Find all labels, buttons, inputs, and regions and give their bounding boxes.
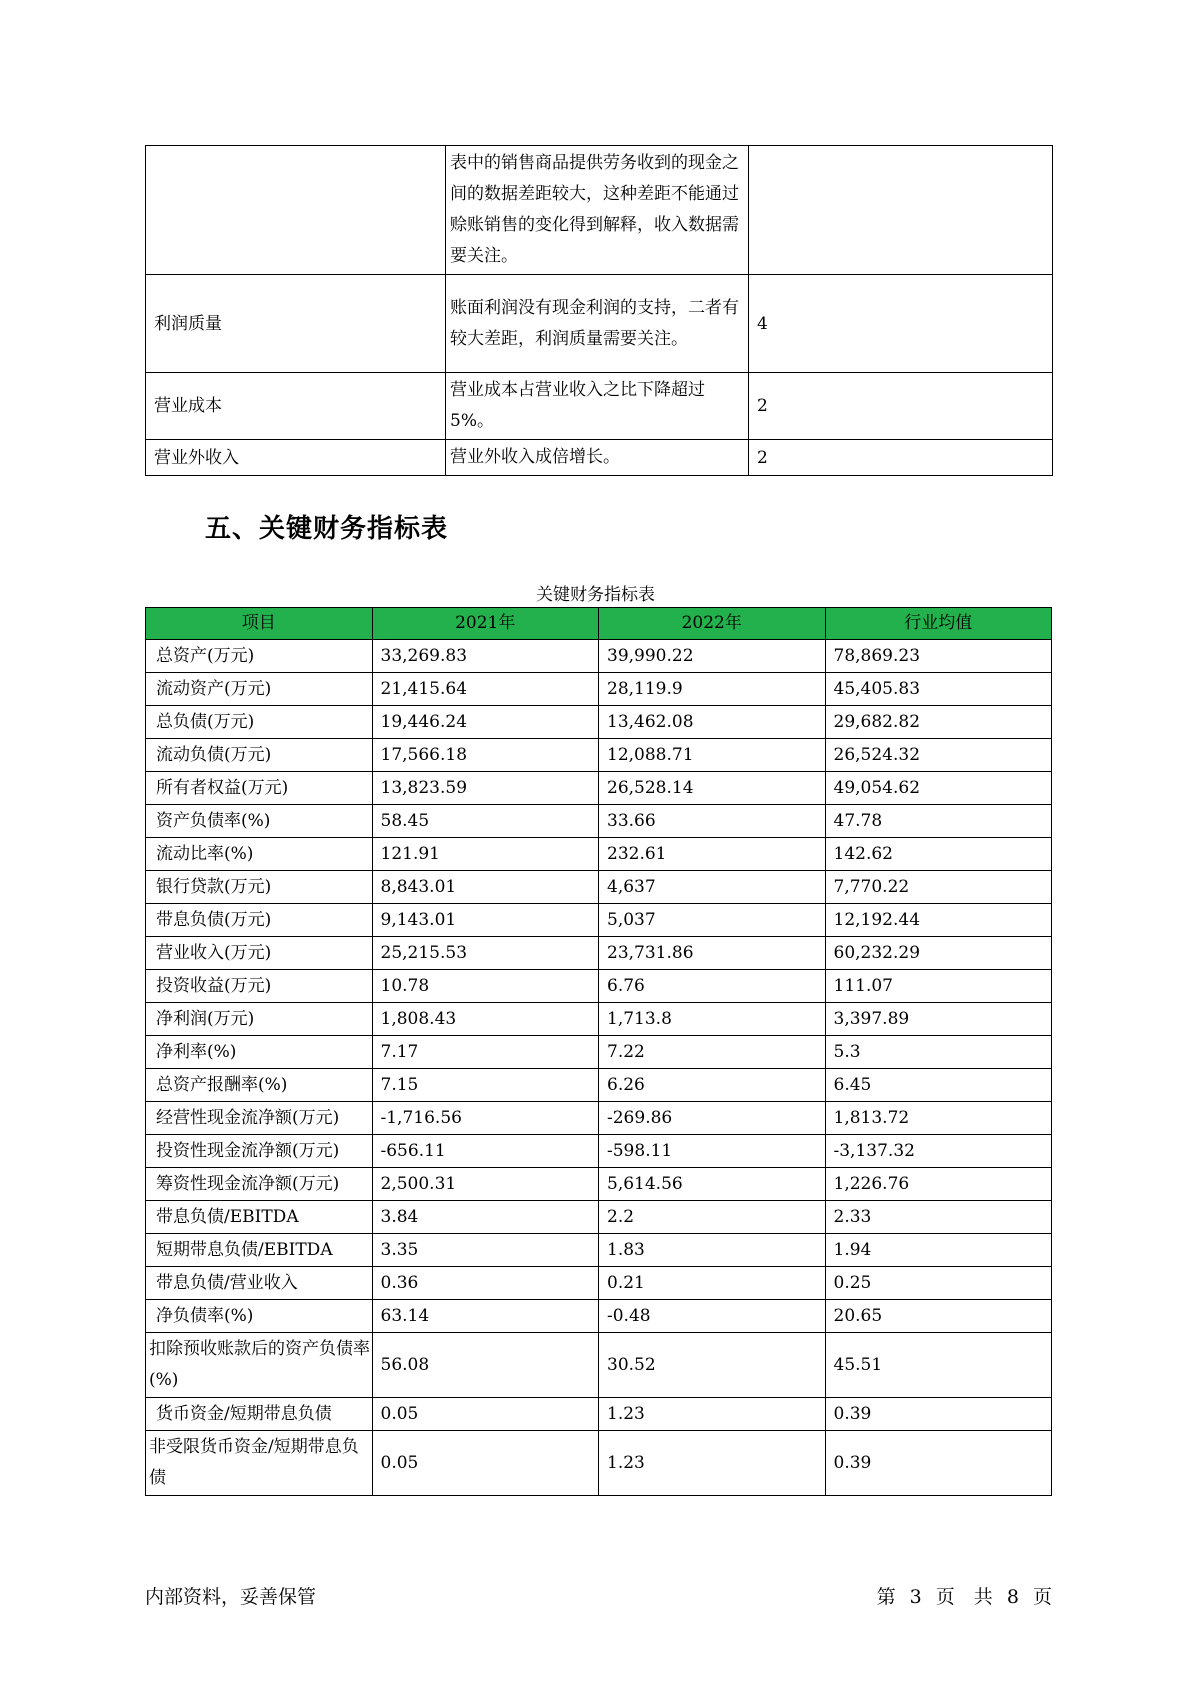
table-row bbox=[146, 1003, 1052, 1036]
table-row bbox=[146, 275, 1053, 373]
table-row bbox=[146, 1398, 1052, 1431]
value-2022: -598.11 bbox=[599, 1135, 826, 1168]
value-industry-avg: 111.07 bbox=[825, 970, 1052, 1003]
table-row bbox=[146, 1234, 1052, 1267]
table-row bbox=[146, 1201, 1052, 1234]
indicator-label: 银行贷款(万元) bbox=[146, 871, 373, 904]
value-industry-avg: 0.39 bbox=[825, 1398, 1052, 1431]
value-industry-avg: 5.3 bbox=[825, 1036, 1052, 1069]
indicator-label: 非受限货币资金/短期带息负债 bbox=[146, 1431, 373, 1496]
risk-score: 4 bbox=[749, 275, 1053, 373]
value-2022: 26,528.14 bbox=[599, 772, 826, 805]
indicator-label: 资产负债率(%) bbox=[146, 805, 373, 838]
value-2021: 21,415.64 bbox=[372, 673, 599, 706]
value-2021: 19,446.24 bbox=[372, 706, 599, 739]
table-row bbox=[146, 970, 1052, 1003]
risk-item: 营业成本 bbox=[146, 373, 446, 440]
value-2022: 1.23 bbox=[599, 1398, 826, 1431]
value-2022: 2.2 bbox=[599, 1201, 826, 1234]
value-2021: 0.05 bbox=[372, 1431, 599, 1496]
table-row bbox=[146, 805, 1052, 838]
value-industry-avg: 142.62 bbox=[825, 838, 1052, 871]
risk-table bbox=[145, 145, 1053, 476]
value-industry-avg: 47.78 bbox=[825, 805, 1052, 838]
table-row bbox=[146, 937, 1052, 970]
risk-description: 营业外收入成倍增长。 bbox=[446, 440, 749, 476]
table-row bbox=[146, 772, 1052, 805]
value-industry-avg: 6.45 bbox=[825, 1069, 1052, 1102]
value-2021: 0.05 bbox=[372, 1398, 599, 1431]
indicator-label: 总资产(万元) bbox=[146, 640, 373, 673]
indicator-label: 净利率(%) bbox=[146, 1036, 373, 1069]
value-2021: 58.45 bbox=[372, 805, 599, 838]
indicator-label: 带息负债(万元) bbox=[146, 904, 373, 937]
indicator-label: 净负债率(%) bbox=[146, 1300, 373, 1333]
risk-score: 2 bbox=[749, 373, 1053, 440]
value-industry-avg: 45.51 bbox=[825, 1333, 1052, 1398]
table-row bbox=[146, 1168, 1052, 1201]
total-pages: 8 bbox=[1006, 1586, 1019, 1608]
column-header-item: 项目 bbox=[146, 608, 373, 640]
page-mid: 页 共 bbox=[935, 1586, 993, 1608]
value-2022: 23,731.86 bbox=[599, 937, 826, 970]
table-row bbox=[146, 904, 1052, 937]
value-2021: -1,716.56 bbox=[372, 1102, 599, 1135]
indicator-label: 净利润(万元) bbox=[146, 1003, 373, 1036]
value-2021: 2,500.31 bbox=[372, 1168, 599, 1201]
page-number: 3 bbox=[909, 1586, 922, 1608]
value-2021: -656.11 bbox=[372, 1135, 599, 1168]
value-2022: 33.66 bbox=[599, 805, 826, 838]
indicator-label: 流动负债(万元) bbox=[146, 739, 373, 772]
value-industry-avg: 1.94 bbox=[825, 1234, 1052, 1267]
value-2022: 232.61 bbox=[599, 838, 826, 871]
value-2022: 6.76 bbox=[599, 970, 826, 1003]
page-suffix: 页 bbox=[1032, 1586, 1052, 1608]
value-2022: 39,990.22 bbox=[599, 640, 826, 673]
indicator-table-body bbox=[146, 640, 1052, 1496]
value-industry-avg: 2.33 bbox=[825, 1201, 1052, 1234]
indicator-label: 总资产报酬率(%) bbox=[146, 1069, 373, 1102]
risk-item: 营业外收入 bbox=[146, 440, 446, 476]
value-industry-avg: 1,813.72 bbox=[825, 1102, 1052, 1135]
indicator-label: 带息负债/EBITDA bbox=[146, 1201, 373, 1234]
value-2021: 8,843.01 bbox=[372, 871, 599, 904]
value-2021: 13,823.59 bbox=[372, 772, 599, 805]
value-2022: 1.83 bbox=[599, 1234, 826, 1267]
indicator-label: 带息负债/营业收入 bbox=[146, 1267, 373, 1300]
risk-item bbox=[146, 146, 446, 275]
value-2022: 12,088.71 bbox=[599, 739, 826, 772]
column-header-2022: 2022年 bbox=[599, 608, 826, 640]
page-prefix: 第 bbox=[876, 1586, 896, 1608]
value-2022: 4,637 bbox=[599, 871, 826, 904]
value-2021: 9,143.01 bbox=[372, 904, 599, 937]
value-2021: 63.14 bbox=[372, 1300, 599, 1333]
value-industry-avg: 0.25 bbox=[825, 1267, 1052, 1300]
table-row bbox=[146, 146, 1053, 275]
indicator-label: 投资性现金流净额(万元) bbox=[146, 1135, 373, 1168]
indicator-label: 总负债(万元) bbox=[146, 706, 373, 739]
indicator-label: 货币资金/短期带息负债 bbox=[146, 1398, 373, 1431]
value-2021: 25,215.53 bbox=[372, 937, 599, 970]
risk-score: 2 bbox=[749, 440, 1053, 476]
value-industry-avg: 60,232.29 bbox=[825, 937, 1052, 970]
risk-description: 营业成本占营业收入之比下降超过5%。 bbox=[446, 373, 749, 440]
risk-description: 表中的销售商品提供劳务收到的现金之间的数据差距较大，这种差距不能通过赊账销售的变化得到解释，收入数据需要关注。 bbox=[446, 146, 749, 275]
footer-confidential-note: 内部资料，妥善保管 bbox=[145, 1586, 317, 1608]
value-2022: -269.86 bbox=[599, 1102, 826, 1135]
value-industry-avg: 7,770.22 bbox=[825, 871, 1052, 904]
table-row bbox=[146, 1036, 1052, 1069]
value-2021: 7.17 bbox=[372, 1036, 599, 1069]
value-2021: 17,566.18 bbox=[372, 739, 599, 772]
value-industry-avg: 12,192.44 bbox=[825, 904, 1052, 937]
value-2021: 56.08 bbox=[372, 1333, 599, 1398]
table-row bbox=[146, 1102, 1052, 1135]
value-2022: 7.22 bbox=[599, 1036, 826, 1069]
financial-indicator-table bbox=[145, 607, 1052, 1496]
value-industry-avg: 29,682.82 bbox=[825, 706, 1052, 739]
risk-item: 利润质量 bbox=[146, 275, 446, 373]
table-row bbox=[146, 673, 1052, 706]
value-industry-avg: 78,869.23 bbox=[825, 640, 1052, 673]
value-2022: 28,119.9 bbox=[599, 673, 826, 706]
value-2022: 1.23 bbox=[599, 1431, 826, 1496]
table-row bbox=[146, 739, 1052, 772]
value-industry-avg: 0.39 bbox=[825, 1431, 1052, 1496]
table-row bbox=[146, 1135, 1052, 1168]
value-industry-avg: 26,524.32 bbox=[825, 739, 1052, 772]
value-industry-avg: 20.65 bbox=[825, 1300, 1052, 1333]
value-2021: 10.78 bbox=[372, 970, 599, 1003]
value-2022: 5,614.56 bbox=[599, 1168, 826, 1201]
value-2022: 1,713.8 bbox=[599, 1003, 826, 1036]
column-header-2021: 2021年 bbox=[372, 608, 599, 640]
indicator-label: 经营性现金流净额(万元) bbox=[146, 1102, 373, 1135]
value-2022: 13,462.08 bbox=[599, 706, 826, 739]
value-2021: 7.15 bbox=[372, 1069, 599, 1102]
risk-score bbox=[749, 146, 1053, 275]
table-row bbox=[146, 1267, 1052, 1300]
table-caption: 关键财务指标表 bbox=[536, 585, 655, 605]
value-2021: 3.35 bbox=[372, 1234, 599, 1267]
value-2022: 6.26 bbox=[599, 1069, 826, 1102]
indicator-label: 所有者权益(万元) bbox=[146, 772, 373, 805]
value-2021: 0.36 bbox=[372, 1267, 599, 1300]
value-industry-avg: 1,226.76 bbox=[825, 1168, 1052, 1201]
section-heading: 五、关键财务指标表 bbox=[205, 514, 449, 544]
indicator-label: 营业收入(万元) bbox=[146, 937, 373, 970]
value-2021: 1,808.43 bbox=[372, 1003, 599, 1036]
indicator-label: 流动资产(万元) bbox=[146, 673, 373, 706]
table-row bbox=[146, 838, 1052, 871]
table-row bbox=[146, 1069, 1052, 1102]
table-row bbox=[146, 1333, 1052, 1398]
value-2022: -0.48 bbox=[599, 1300, 826, 1333]
indicator-label: 扣除预收账款后的资产负债率(%) bbox=[146, 1333, 373, 1398]
value-industry-avg: 45,405.83 bbox=[825, 673, 1052, 706]
table-row bbox=[146, 373, 1053, 440]
page-number-footer bbox=[877, 1582, 1052, 1609]
value-2021: 121.91 bbox=[372, 838, 599, 871]
indicator-label: 流动比率(%) bbox=[146, 838, 373, 871]
indicator-label: 筹资性现金流净额(万元) bbox=[146, 1168, 373, 1201]
value-industry-avg: 3,397.89 bbox=[825, 1003, 1052, 1036]
indicator-label: 短期带息负债/EBITDA bbox=[146, 1234, 373, 1267]
value-2022: 5,037 bbox=[599, 904, 826, 937]
column-header-industry-avg: 行业均值 bbox=[825, 608, 1052, 640]
value-2021: 33,269.83 bbox=[372, 640, 599, 673]
table-row bbox=[146, 706, 1052, 739]
table-row bbox=[146, 440, 1053, 476]
table-row bbox=[146, 640, 1052, 673]
indicator-label: 投资收益(万元) bbox=[146, 970, 373, 1003]
table-header-row bbox=[146, 608, 1052, 640]
table-row bbox=[146, 1300, 1052, 1333]
table-row bbox=[146, 1431, 1052, 1496]
risk-description: 账面利润没有现金利润的支持，二者有较大差距，利润质量需要关注。 bbox=[446, 275, 749, 373]
value-industry-avg: -3,137.32 bbox=[825, 1135, 1052, 1168]
value-2022: 30.52 bbox=[599, 1333, 826, 1398]
table-row bbox=[146, 871, 1052, 904]
value-2022: 0.21 bbox=[599, 1267, 826, 1300]
value-2021: 3.84 bbox=[372, 1201, 599, 1234]
value-industry-avg: 49,054.62 bbox=[825, 772, 1052, 805]
